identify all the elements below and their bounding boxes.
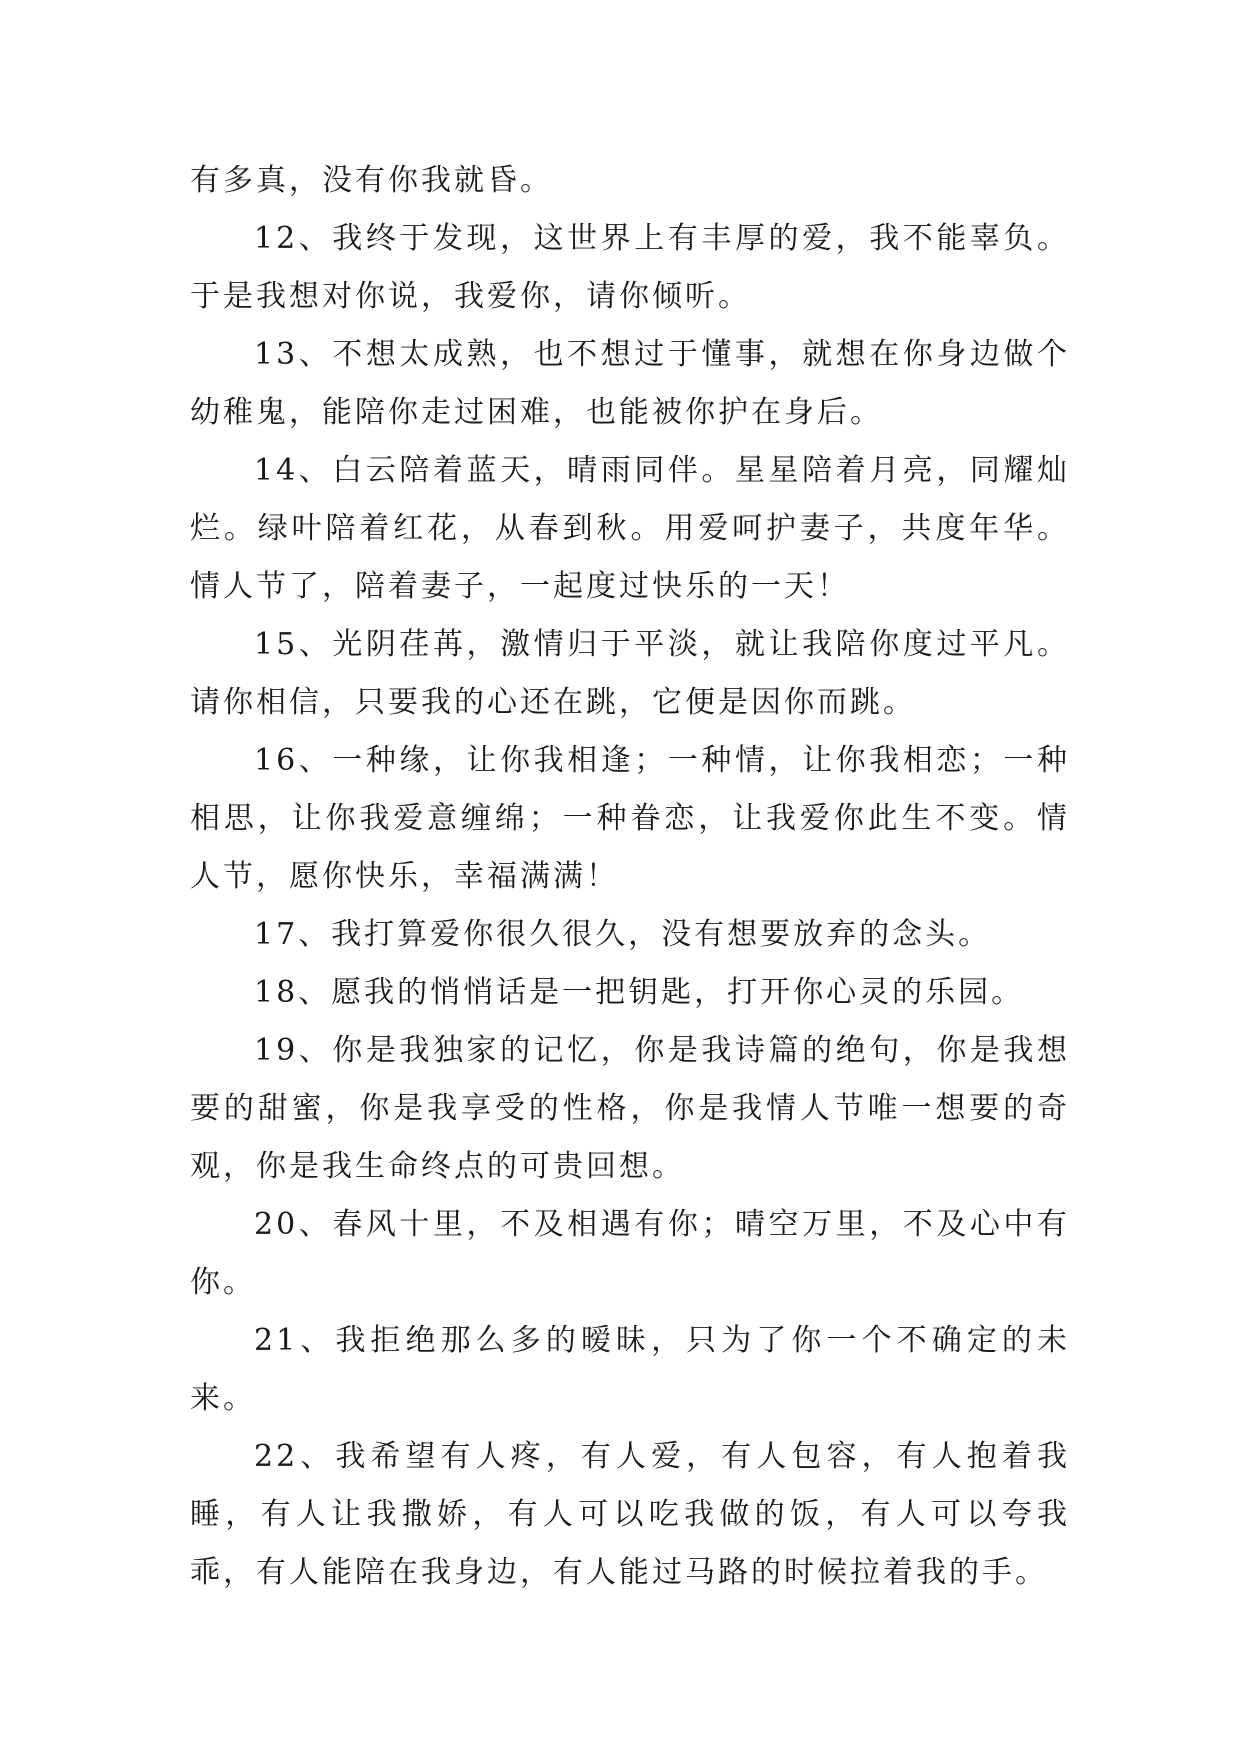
- paragraph-14: 14、白云陪着蓝天，晴雨同伴。星星陪着月亮，同耀灿烂。绿叶陪着红花，从春到秋。用爱呵护妻子，共度年华。情人节了，陪着妻子，一起度过快乐的一天！: [190, 453, 1070, 604]
- paragraph-18: 18、愿我的悄悄话是一把钥匙，打开你心灵的乐园。: [254, 975, 1025, 1010]
- paragraph-19: 19、你是我独家的记忆，你是我诗篇的绝句，你是我想要的甜蜜，你是我享受的性格，你是我情人节唯一想要的奇观，你是我生命终点的可贵回想。: [190, 1033, 1070, 1184]
- document-page: [190, 152, 1070, 1602]
- paragraph-12: 12、我终于发现，这世界上有丰厚的爱，我不能辜负。于是我想对你说，我爱你，请你倾听。: [190, 221, 1070, 314]
- paragraph-continuation: 有多真，没有你我就昏。: [190, 163, 553, 198]
- paragraph-20: 20、春风十里，不及相遇有你；晴空万里，不及心中有你。: [190, 1207, 1070, 1300]
- paragraph-21: 21、我拒绝那么多的暧昧，只为了你一个不确定的未来。: [190, 1323, 1070, 1416]
- paragraph-16: 16、一种缘，让你我相逢；一种情，让你我相恋；一种相思，让你我爱意缠绵；一种眷恋，让我爱你此生不变。情人节，愿你快乐，幸福满满！: [190, 743, 1070, 894]
- paragraph-13: 13、不想太成熟，也不想过于懂事，就想在你身边做个幼稚鬼，能陪你走过困难，也能被你护在身后。: [190, 337, 1070, 430]
- paragraph-15: 15、光阴荏苒，激情归于平淡，就让我陪你度过平凡。请你相信，只要我的心还在跳，它便是因你而跳。: [190, 627, 1070, 720]
- paragraph-17: 17、我打算爱你很久很久，没有想要放弃的念头。: [254, 917, 992, 952]
- paragraph-22: 22、我希望有人疼，有人爱，有人包容，有人抱着我睡，有人让我撒娇，有人可以吃我做的饭，有人可以夸我乖，有人能陪在我身边，有人能过马路的时候拉着我的手。: [190, 1439, 1070, 1590]
